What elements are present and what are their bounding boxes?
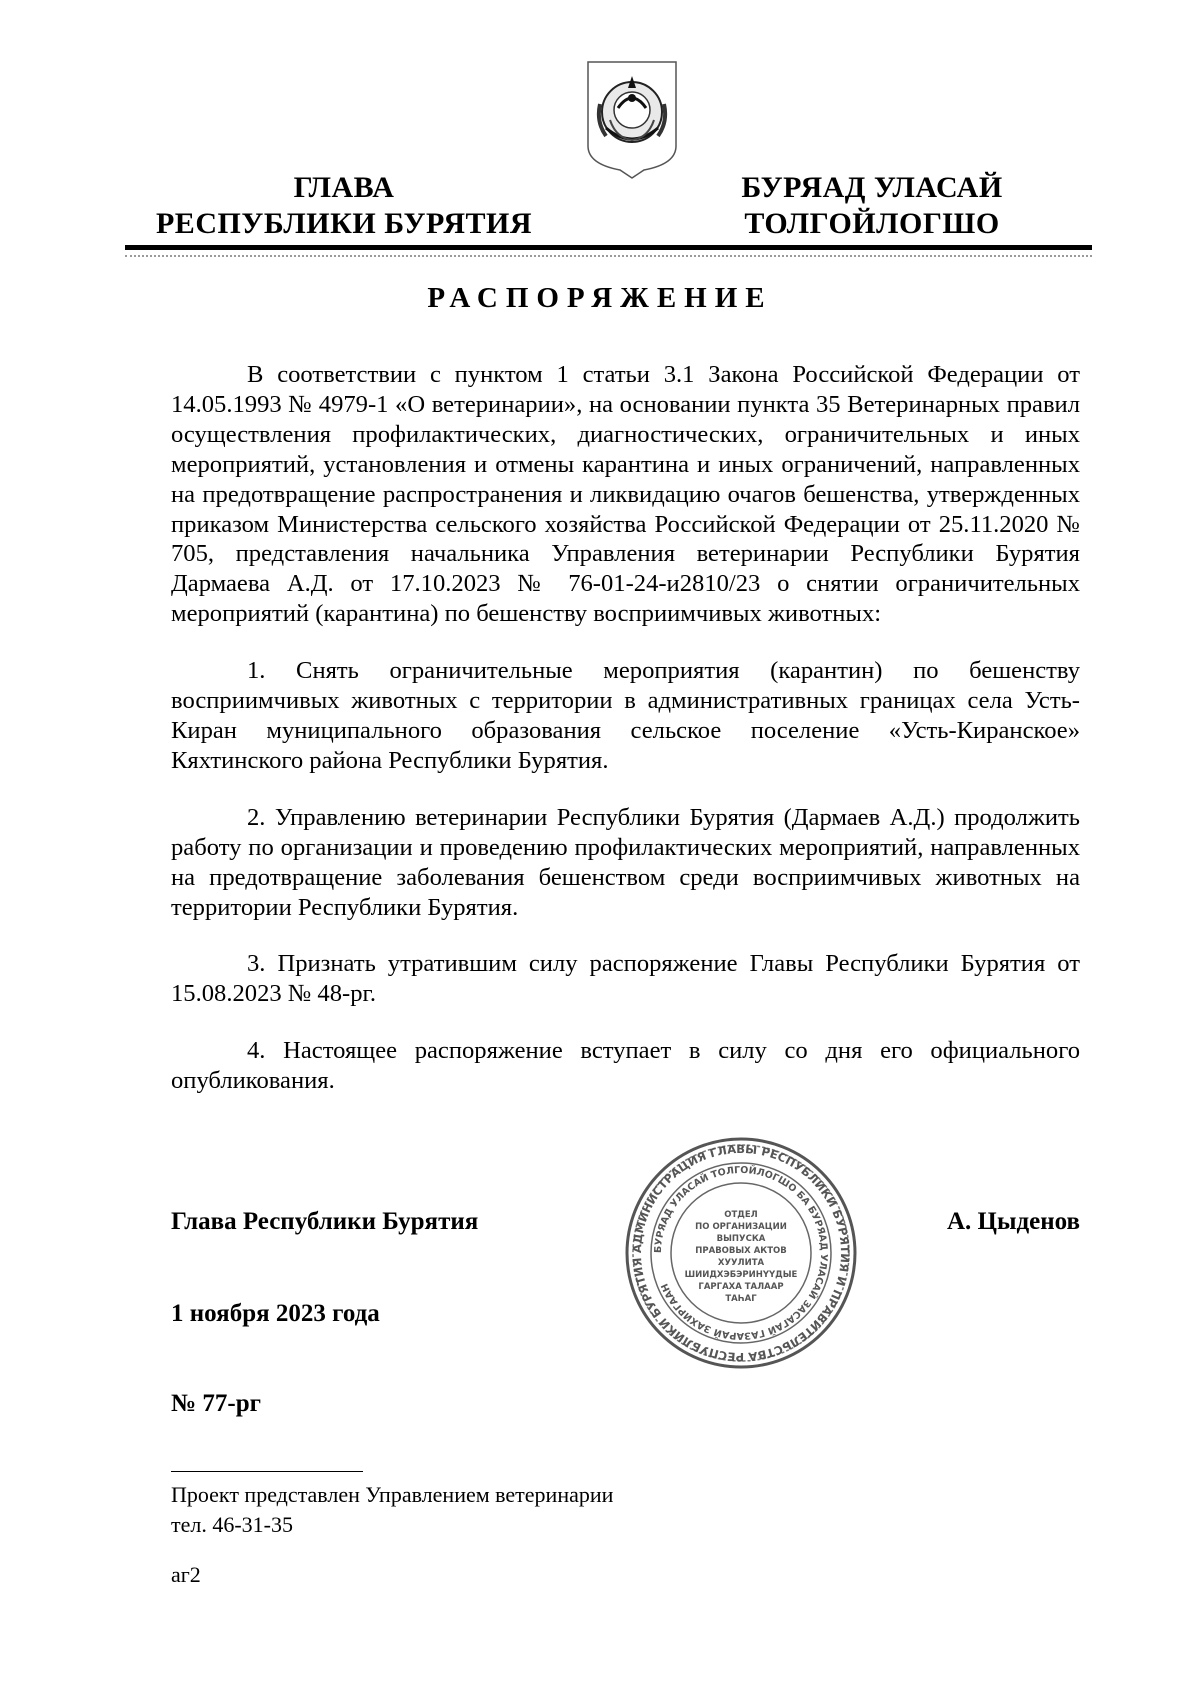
header-divider — [125, 245, 1092, 250]
footnote-divider — [171, 1471, 363, 1472]
header-dotted-divider — [125, 255, 1092, 257]
signatory-name: А. Цыденов — [946, 1208, 1080, 1235]
document-code: аг2 — [171, 1562, 201, 1587]
document-number: № 77-рг — [171, 1390, 261, 1417]
official-stamp-icon — [621, 1133, 861, 1373]
stamp-center-line: ГАРГАХА ТАЛААР — [698, 1282, 784, 1292]
item-2-paragraph: 2. Управлению ветеринарии Республики Бурятия (Дармаев А.Д.) продолжить работу по организации и проведению профилактических мероприятий, направленных на предотвращение заболевания бешенством среди восприимчивых животных на территории Республики Бурятия. — [171, 803, 1080, 921]
header-left-line1: ГЛАВА — [293, 171, 395, 204]
header-right-line1: БУРЯАД УЛАСАЙ — [741, 171, 1003, 204]
document-body — [171, 360, 1080, 1096]
item-3-paragraph: 3. Признать утратившим силу распоряжение Главы Республики Бурятия от 15.08.2023 № 48-рг. — [171, 950, 1080, 1008]
document-date: 1 ноября 2023 года — [171, 1300, 380, 1327]
footnote — [171, 1480, 613, 1540]
stamp-outer-ring-text: АДМИНИСТРАЦИЯ ГЛАВЫ РЕСПУБЛИКИ БУРЯТИЯ И ПРАВИТЕЛЬСТВА РЕСПУБЛИКИ БУРЯТИЯ — [629, 1141, 853, 1365]
stamp-center-line: ОТДЕЛ — [724, 1210, 758, 1220]
stamp-inner-ring-text: БУРЯАД УЛАСАЙ ТОЛГОЙЛОГШО БА БУРЯАД УЛАСАЙ ЗАСАГАЙ ГАЗАРАЙ ЗАХИРГААН — [652, 1164, 830, 1342]
stamp-center-line: ШИИДХЭБЭРИНҮҮДЫЕ — [684, 1270, 798, 1280]
item-4-paragraph: 4. Настоящее распоряжение вступает в силу со дня его официального опубликования. — [171, 1037, 1080, 1095]
coat-of-arms-emblem-icon — [582, 58, 682, 180]
stamp-center-line: ТАҺАГ — [725, 1294, 757, 1304]
footnote-line1: Проект представлен Управлением ветеринарии — [171, 1482, 614, 1507]
footnote-phone: тел. 46-31-35 — [171, 1512, 294, 1537]
header-right-title — [722, 170, 1022, 242]
header-left-line2: РЕСПУБЛИКИ БУРЯТИЯ — [155, 207, 533, 240]
header-left-title — [152, 170, 536, 242]
stamp-center-line: ВЫПУСКА — [716, 1234, 766, 1244]
stamp-center-line: ПРАВОВЫХ АКТОВ — [695, 1246, 787, 1256]
stamp-center-line: ПО ОРГАНИЗАЦИИ — [695, 1222, 787, 1232]
document-title: РАСПОРЯЖЕНИЕ — [427, 282, 773, 314]
header-right-line2: ТОЛГОЙЛОГШО — [744, 207, 1000, 240]
item-1-paragraph: 1. Снять ограничительные мероприятия (карантин) по бешенству восприимчивых животных с территории в административных границах села Усть-Киран муниципального образования сельское поселение «Усть-Киранское» Кяхтинского района Республики Бурятия. — [171, 657, 1080, 774]
stamp-center-line: ХУУЛИТА — [717, 1258, 765, 1268]
preamble-paragraph: В соответствии с пунктом 1 статьи 3.1 Закона Российской Федерации от 14.05.1993 № 4979-1 «О ветеринарии», на основании пункта 35 Ветеринарных правил осуществления профилактических, диагностических, ограничительных и иных мероприятий, установления и отмены карантина и иных ограничений, направленных на предотвращение распространения и ликвидацию очагов бешенства, утвержденных приказом Министерства сельского хозяйства Российской Федерации от 25.11.2020 № 705, представления начальника Управления ветеринарии Республики Бурятия Дармаева А.Д. от 17.10.2023 № 76-01-24-и2810/23 о снятии ограничительных мероприятий (карантина) по бешенству восприимчивых животных: — [171, 361, 1080, 628]
signatory-position: Глава Республики Бурятия — [171, 1208, 479, 1235]
